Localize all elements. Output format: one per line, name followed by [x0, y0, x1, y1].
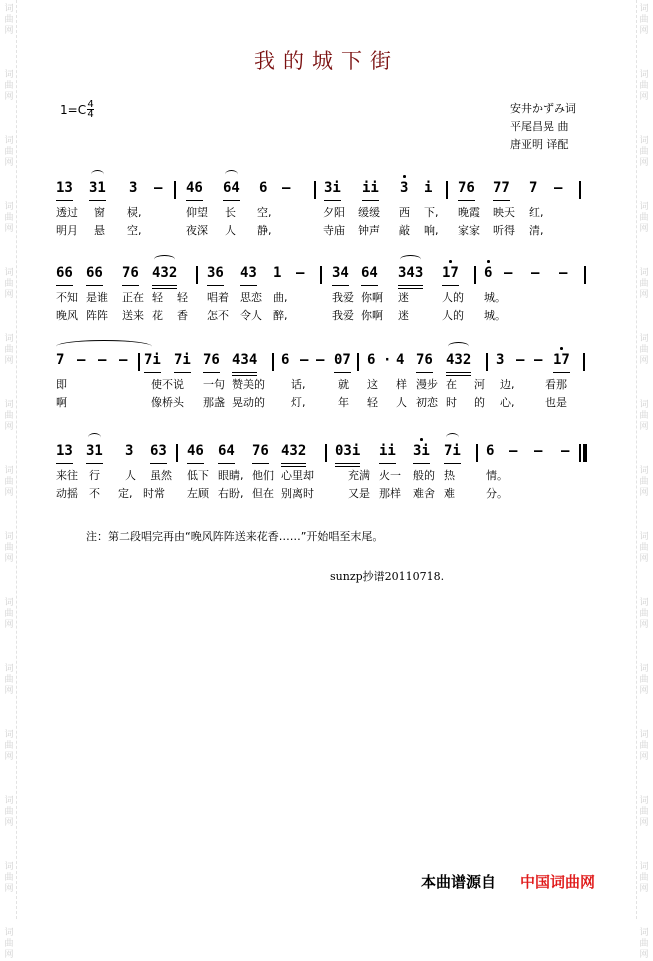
lyric-word: 这	[367, 378, 378, 391]
lyric-word: 一句	[203, 378, 225, 391]
lyric-word: 情。	[486, 469, 508, 482]
lyric-word: 眼睛,	[218, 469, 244, 482]
lyric-word: 人的	[442, 291, 464, 304]
watermark-glyph: 词 曲 网	[639, 466, 649, 498]
lyric-word: 西	[399, 206, 410, 219]
song-title: 我的城下街	[254, 49, 399, 73]
watermark-glyph: 词 曲 网	[4, 202, 14, 234]
watermark-glyph: 词 曲 网	[639, 400, 649, 432]
lyric-word: 样	[396, 378, 407, 391]
slur-mark	[154, 255, 175, 264]
lyric-word: 虽然	[150, 469, 172, 482]
watermark-glyph: 词 曲 网	[4, 928, 14, 960]
barline	[583, 353, 585, 371]
lyric-word: 醉,	[273, 309, 288, 322]
note: –	[531, 265, 540, 281]
lyric-word: 漫步	[416, 378, 438, 391]
lyric-word: 时常	[143, 487, 165, 500]
lyric-word: 人	[125, 469, 136, 482]
watermark-glyph: 词 曲 网	[4, 136, 14, 168]
note: 3i	[413, 443, 430, 459]
tie-mark	[56, 340, 152, 353]
note: 76	[458, 180, 475, 196]
note: –	[554, 180, 563, 196]
lyric-word: 静,	[257, 224, 272, 237]
barline	[476, 444, 478, 462]
watermark-glyph: 词 曲 网	[639, 268, 649, 300]
note: 6	[484, 265, 492, 281]
note: 3	[125, 443, 134, 459]
watermark-glyph: 词 曲 网	[4, 334, 14, 366]
note: –	[282, 180, 291, 196]
note: 6	[486, 443, 495, 459]
note: 76	[203, 352, 220, 368]
watermark-glyph: 词 曲 网	[4, 796, 14, 828]
lyric-word: 空,	[257, 206, 272, 219]
lyric-word: 仰望	[186, 206, 208, 219]
note: 432	[152, 265, 177, 281]
note: 4	[396, 352, 405, 368]
lyric-word: 是谁	[86, 291, 108, 304]
watermark-glyph: 词 曲 网	[4, 664, 14, 696]
note: 432	[446, 352, 471, 368]
slur-mark	[446, 433, 459, 442]
transcriber-signature: sunzp抄谱20110718.	[330, 570, 445, 583]
note: 63	[150, 443, 167, 459]
lyric-word: 迷	[398, 291, 409, 304]
lyric-word: 动摇	[56, 487, 78, 500]
lyric-word: 的	[474, 396, 485, 409]
lyric-word: 灯,	[291, 396, 306, 409]
note: –	[316, 352, 325, 368]
lyric-word: 晚霞	[458, 206, 480, 219]
lyric-word: 响,	[424, 224, 439, 237]
lyric-word: 香	[177, 309, 188, 322]
lyric-word: 城。	[484, 309, 506, 322]
lyric-word: 下,	[424, 206, 439, 219]
note: 13	[56, 443, 73, 459]
watermark-glyph: 词 曲 网	[639, 796, 649, 828]
lyric-word: 那盏	[203, 396, 225, 409]
note: –	[154, 180, 163, 196]
lyric-word: 人	[396, 396, 407, 409]
watermark-glyph: 词 曲 网	[639, 136, 649, 168]
performance-note: 注：第二段唱完再由“晚风阵阵送来花香……”开始唱至末尾。	[86, 530, 384, 543]
note: –	[534, 443, 543, 459]
barline	[325, 444, 327, 462]
note: 76	[416, 352, 433, 368]
barline	[579, 181, 581, 199]
note: –	[300, 352, 309, 368]
final-barline	[579, 444, 581, 462]
lyric-word: 充满	[348, 469, 370, 482]
lyric-word: 家家	[458, 224, 480, 237]
credits	[510, 100, 576, 154]
lyric-word: 定,	[118, 487, 133, 500]
slur-mark	[225, 170, 238, 179]
watermark-glyph: 词 曲 网	[4, 4, 14, 36]
lyric-word: 轻	[152, 291, 163, 304]
lyric-word: 左顾	[187, 487, 209, 500]
barline	[320, 266, 322, 284]
lyric-word: 心里却	[281, 469, 314, 482]
lyric-word: 轻	[367, 396, 378, 409]
lyric-word: 年	[338, 396, 349, 409]
lyric-word: 低下	[187, 469, 209, 482]
barline	[174, 181, 176, 199]
slur-mark	[448, 342, 469, 351]
lyricist-credit: 安井かずみ词	[510, 102, 576, 115]
note: 6	[259, 180, 268, 196]
time-signature-top: 4	[87, 99, 94, 110]
note: 66	[86, 265, 103, 281]
lyric-word: 花	[152, 309, 163, 322]
lyric-word: 热	[444, 469, 455, 482]
lyric-word: 右盼,	[218, 487, 244, 500]
lyric-word: 正在	[122, 291, 144, 304]
note: 7	[529, 180, 538, 196]
notation-row	[56, 443, 587, 465]
watermark-left	[2, 0, 17, 960]
watermark-glyph: 词 曲 网	[639, 532, 649, 564]
lyric-word: 边,	[500, 378, 515, 391]
note: 03i	[335, 443, 360, 459]
lyric-word: 赞美的	[232, 378, 265, 391]
note: –	[296, 265, 305, 281]
lyric-word: 悬	[94, 224, 105, 237]
note: –	[534, 352, 543, 368]
watermark-glyph: 词 曲 网	[4, 70, 14, 102]
time-signature-bottom: 4	[87, 109, 94, 120]
note: ·	[383, 352, 392, 368]
lyric-word: 像桥头	[151, 396, 184, 409]
watermark-right	[636, 0, 651, 960]
lyric-word: 听得	[493, 224, 515, 237]
lyric-word: 晚风	[56, 309, 78, 322]
lyric-word: 他们	[252, 469, 274, 482]
lyric-word: 曲,	[273, 291, 288, 304]
lyric-word: 送来	[122, 309, 144, 322]
lyric-word: 不知	[56, 291, 78, 304]
watermark-glyph: 词 曲 网	[4, 268, 14, 300]
note: 43	[240, 265, 257, 281]
watermark-glyph: 词 曲 网	[639, 70, 649, 102]
note: 31	[89, 180, 106, 196]
lyric-word: 你啊	[361, 309, 383, 322]
note: 7i	[144, 352, 161, 368]
note: 7i	[174, 352, 191, 368]
note: 46	[186, 180, 203, 196]
watermark-glyph: 词 曲 网	[639, 334, 649, 366]
note: i	[424, 180, 433, 196]
lyric-word: 夜深	[186, 224, 208, 237]
watermark-glyph: 词 曲 网	[639, 202, 649, 234]
lyric-word: 清,	[529, 224, 544, 237]
note: –	[509, 443, 518, 459]
barline	[446, 181, 448, 199]
note: 17	[553, 352, 570, 368]
source-site: 中国词曲网	[520, 873, 596, 891]
lyric-word: 又是	[348, 487, 370, 500]
lyric-word: 令人	[240, 309, 262, 322]
note: 46	[187, 443, 204, 459]
lyric-word: 阵阵	[86, 309, 108, 322]
note: –	[516, 352, 525, 368]
watermark-glyph: 词 曲 网	[639, 664, 649, 696]
lyric-word: 我爱	[332, 309, 354, 322]
lyric-word: 啊	[56, 396, 67, 409]
barline	[474, 266, 476, 284]
lyric-word: 晃动的	[232, 396, 265, 409]
note: 17	[442, 265, 459, 281]
time-signature	[87, 100, 94, 119]
lyric-word: 空,	[127, 224, 142, 237]
lyric-word: 但在	[252, 487, 274, 500]
note: 6	[367, 352, 376, 368]
lyric-word: 明月	[56, 224, 78, 237]
note: –	[77, 352, 86, 368]
note: –	[98, 352, 107, 368]
note: 77	[493, 180, 510, 196]
lyric-word: 夕阳	[323, 206, 345, 219]
lyric-word: 心,	[500, 396, 515, 409]
lyric-word: 人的	[442, 309, 464, 322]
lyric-word: 河	[474, 378, 485, 391]
note: 66	[56, 265, 73, 281]
note: –	[561, 443, 570, 459]
note: 6	[281, 352, 290, 368]
note: 34	[332, 265, 349, 281]
barline	[314, 181, 316, 199]
note: 13	[56, 180, 73, 196]
lyric-word: 行	[89, 469, 100, 482]
watermark-glyph: 词 曲 网	[639, 928, 649, 960]
note: 343	[398, 265, 423, 281]
lyric-word: 话,	[291, 378, 306, 391]
note: –	[119, 352, 128, 368]
note: 432	[281, 443, 306, 459]
note: ii	[379, 443, 396, 459]
lyric-word: 时	[446, 396, 457, 409]
note: 7i	[444, 443, 461, 459]
barline	[486, 353, 488, 371]
lyric-word: 也是	[545, 396, 567, 409]
lyric-word: 般的	[413, 469, 435, 482]
source-label: 本曲谱源自	[421, 873, 497, 891]
notation-row	[56, 352, 587, 374]
note: 76	[122, 265, 139, 281]
watermark-glyph: 词 曲 网	[4, 400, 14, 432]
lyric-word: 迷	[398, 309, 409, 322]
note: 07	[334, 352, 351, 368]
barline	[196, 266, 198, 284]
lyric-word: 那样	[379, 487, 401, 500]
watermark-glyph: 词 曲 网	[4, 598, 14, 630]
lyric-word: 长	[225, 206, 236, 219]
note: 64	[218, 443, 235, 459]
note: –	[504, 265, 513, 281]
lyric-word: 思恋	[240, 291, 262, 304]
note: 64	[223, 180, 240, 196]
lyric-word: 火一	[379, 469, 401, 482]
note: 3	[496, 352, 505, 368]
lyric-word: 钟声	[358, 224, 380, 237]
notation-row	[56, 180, 587, 202]
lyric-word: 分。	[486, 487, 508, 500]
lyric-word: 轻	[177, 291, 188, 304]
watermark-glyph: 词 曲 网	[4, 730, 14, 762]
note: 3	[400, 180, 408, 196]
lyric-word: 在	[446, 378, 457, 391]
note: 36	[207, 265, 224, 281]
lyric-word: 难	[444, 487, 455, 500]
watermark-glyph: 词 曲 网	[639, 4, 649, 36]
barline	[272, 353, 274, 371]
lyric-word: 别离时	[281, 487, 314, 500]
barline	[176, 444, 178, 462]
note: 7	[56, 352, 65, 368]
note: 434	[232, 352, 257, 368]
watermark-glyph: 词 曲 网	[4, 532, 14, 564]
note: 64	[361, 265, 378, 281]
lyric-word: 即	[56, 378, 67, 391]
source-footer	[421, 871, 595, 892]
note: –	[559, 265, 568, 281]
composer-credit: 平尾昌晃 曲	[510, 120, 569, 133]
lyric-word: 就	[338, 378, 349, 391]
key-signature	[60, 100, 94, 119]
lyric-word: 你啊	[361, 291, 383, 304]
note: 3i	[324, 180, 341, 196]
lyric-word: 透过	[56, 206, 78, 219]
note: 76	[252, 443, 269, 459]
lyric-word: 敲	[399, 224, 410, 237]
slur-mark	[91, 170, 104, 179]
lyric-word: 看那	[545, 378, 567, 391]
lyric-word: 我爱	[332, 291, 354, 304]
lyric-word: 寺庙	[323, 224, 345, 237]
note: 3	[129, 180, 138, 196]
arranger-credit: 唐亚明 译配	[510, 138, 569, 151]
note: 31	[86, 443, 103, 459]
lyric-word: 红,	[529, 206, 544, 219]
barline	[357, 353, 359, 371]
lyric-word: 不	[89, 487, 100, 500]
barline	[584, 266, 586, 284]
note: 1	[273, 265, 282, 281]
watermark-glyph: 词 曲 网	[4, 862, 14, 894]
slur-mark	[400, 255, 421, 264]
notation-row	[56, 265, 587, 287]
lyric-word: 怎不	[207, 309, 229, 322]
lyric-word: 人	[225, 224, 236, 237]
lyric-word: 唱着	[207, 291, 229, 304]
watermark-glyph: 词 曲 网	[639, 730, 649, 762]
lyric-word: 初恋	[416, 396, 438, 409]
key-prefix: 1=C	[60, 102, 87, 117]
barline	[138, 353, 140, 371]
watermark-glyph: 词 曲 网	[4, 466, 14, 498]
lyric-word: 映天	[493, 206, 515, 219]
lyric-word: 来往	[56, 469, 78, 482]
lyric-word: 难舍	[413, 487, 435, 500]
lyric-word: 棂,	[127, 206, 142, 219]
slur-mark	[88, 433, 101, 442]
watermark-glyph: 词 曲 网	[639, 598, 649, 630]
note: ii	[362, 180, 379, 196]
lyric-word: 城。	[484, 291, 506, 304]
lyric-word: 缓缓	[358, 206, 380, 219]
lyric-word: 窗	[94, 206, 105, 219]
lyric-word: 使不说	[151, 378, 184, 391]
watermark-glyph: 词 曲 网	[639, 862, 649, 894]
